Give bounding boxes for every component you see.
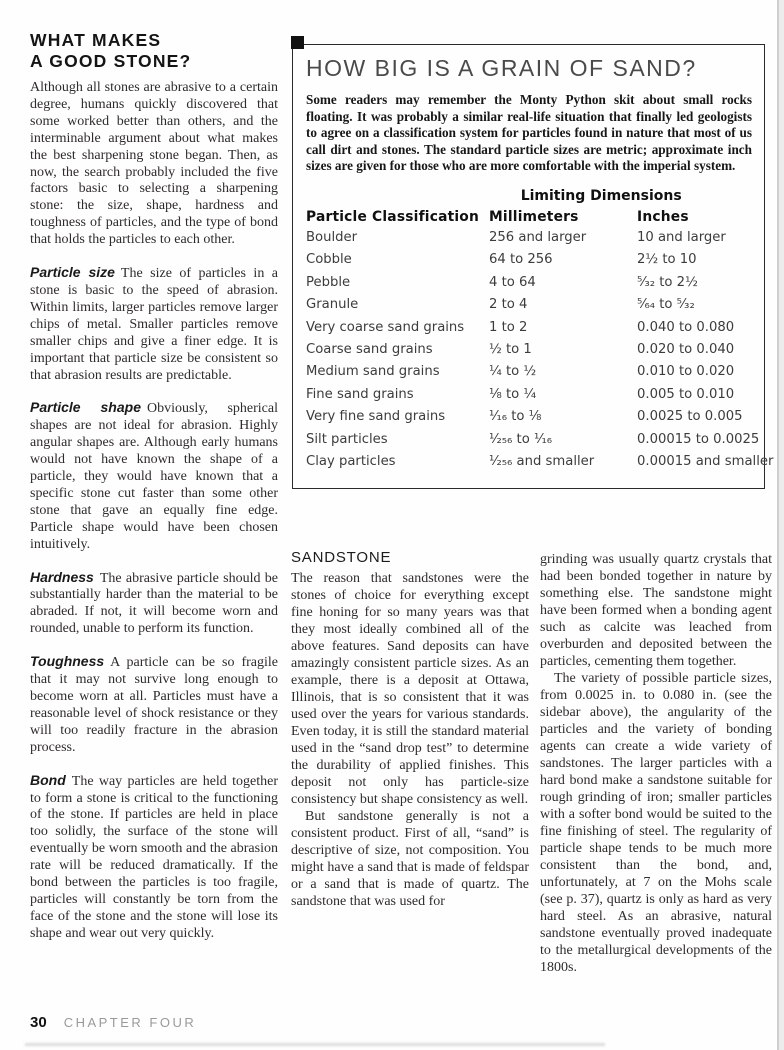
page-edge-right-strip [779, 0, 784, 1050]
page-edge-right-line [777, 0, 779, 1050]
sidebar-intro-paragraph: Some readers may remember the Monty Python skit about small rocks floating. It was probably a similar real-life situation that finally led geologists to agree on a classification system for particles found in nature that most of us call dirt and stones. The standard particle sizes are metric; approximate inch sizes are given for those who are more comfortable with the imperial system. [306, 92, 752, 174]
cell-millimeters: ¹⁄₂₅₆ and smaller [489, 454, 595, 470]
left-column [30, 30, 278, 943]
sidebar-box [292, 44, 774, 489]
sandstone-column-2 [540, 551, 772, 976]
cell-millimeters: ¹⁄₁₆ to ⅛ [489, 409, 542, 425]
entry-term: Bond [30, 771, 66, 788]
cell-inches: 0.00015 and smaller [637, 454, 774, 470]
cell-millimeters: 4 to 64 [489, 274, 536, 290]
entry-text: A particle can be so fragile that it may not survive long enough to become worn at all. Particles must have a reasonable level of shock resistance or they will too readily fracture in the abrasion process. [30, 655, 278, 755]
cell-inches: 2½ to 10 [637, 252, 697, 268]
left-intro-paragraph: Although all stones are abrasive to a certain degree, humans quickly discovered that some worked better than others, and the interminable argument about what makes the best sharpening stone began. Then, as now, the search probably included the five factors basic to selecting a sharpening stone: the size, shape, hardness and toughness of particles, and the type of bond that holds the particles to each other. [30, 80, 278, 248]
cell-millimeters: 64 to 256 [489, 252, 553, 268]
cell-classification: Silt particles [306, 431, 388, 447]
cell-millimeters: ⅛ to ¼ [489, 386, 537, 402]
page-footer [30, 1014, 196, 1032]
left-column-heading [30, 30, 278, 72]
chapter-label: CHAPTER FOUR [63, 1015, 197, 1030]
cell-inches: 0.00015 to 0.0025 [637, 431, 760, 447]
cell-millimeters: ½ to 1 [489, 342, 532, 357]
cell-classification: Very fine sand grains [306, 409, 446, 425]
entry-toughness [30, 653, 278, 756]
cell-millimeters: 2 to 4 [489, 297, 528, 313]
heading-line-1: WHAT MAKES [30, 30, 162, 50]
cell-inches: 10 and larger [637, 229, 726, 245]
entry-term: Particle size [30, 264, 115, 281]
corner-square-marker [291, 36, 304, 49]
entry-particle-shape [30, 399, 278, 553]
cell-millimeters: ¼ to ½ [489, 364, 537, 380]
entry-particle-size [30, 264, 278, 384]
entry-text: The size of particles in a stone is basic to the speed of abrasion. Within limits, larger particles remove larger chips of metal. Smaller particles remove smaller chips and give a finer edge. It is important that particle size be consistent so that abrasion results are predictable. [30, 266, 279, 383]
cell-inches: 0.010 to 0.020 [637, 364, 735, 380]
column-header-millimeters: Millimeters [489, 208, 579, 225]
cell-classification: Very coarse sand grains [306, 319, 465, 335]
cell-inches: 0.040 to 0.080 [637, 319, 735, 335]
group-header-spacer [306, 187, 489, 205]
entry-hardness [30, 569, 278, 639]
sandstone-column-1 [291, 549, 529, 910]
group-header: Limiting Dimensions [520, 187, 682, 204]
heading-line-2: A GOOD STONE? [30, 51, 192, 71]
cell-inches: 0.005 to 0.010 [637, 386, 735, 402]
cell-classification: Fine sand grains [306, 386, 414, 402]
cell-inches: 0.0025 to 0.005 [637, 409, 743, 425]
particle-size-table [306, 187, 774, 473]
cell-classification: Medium sand grains [306, 364, 440, 380]
page-edge-bottom-smudge [25, 1043, 605, 1046]
sandstone-paragraph: But sandstone generally is not a consistent product. First of all, “sand” is descriptive of size, not composition. You might have a sand that is made of feldspar or a sand that is made of quartz. The sandstone that was used for [291, 809, 529, 909]
cell-classification: Cobble [306, 252, 352, 268]
page-number: 30 [30, 1014, 47, 1031]
sandstone-heading: SANDSTONE [291, 549, 392, 566]
column-header-classification: Particle Classification [306, 208, 480, 225]
cell-millimeters: ¹⁄₂₅₆ to ¹⁄₁₆ [489, 431, 553, 447]
cell-classification: Boulder [306, 229, 358, 245]
cell-inches: ⁵⁄₆₄ to ⁵⁄₃₂ [637, 297, 695, 313]
sandstone-paragraph: The reason that sandstones were the stones of choice for everything except fine honing for so many years was that they most ideally combined all of the above features. Sand deposits can have amazingly consistent particle sizes. As an example, there is a deposit at Ottawa, Illinois, that is so consistent that it was used over the years for various standards. Even today, it is still the standard material used in the “sand drop test” to determine the durability of applied finishes. This deposit not only has particle-size consistency but shape consistency as well. [291, 571, 529, 807]
entry-term: Hardness [30, 568, 94, 585]
cell-inches: ⁵⁄₃₂ to 2½ [637, 274, 698, 290]
cell-inches: 0.020 to 0.040 [637, 342, 735, 357]
cell-millimeters: 1 to 2 [489, 319, 528, 335]
cell-classification: Pebble [306, 274, 351, 290]
entry-text: Obviously, spherical shapes are not ideal for abrasion. Highly angular shapes are. Although early humans would not have known the shape of a particle, they would have known that a specific stone cut faster than some other stone that gave an equally fine edge. Particle shape would have been chosen intuitively. [30, 401, 278, 552]
cell-classification: Clay particles [306, 454, 396, 470]
cell-classification: Coarse sand grains [306, 342, 433, 357]
sidebar-title: HOW BIG IS A GRAIN OF SAND? [306, 55, 697, 81]
entry-term: Toughness [30, 653, 105, 670]
sandstone-paragraph: The variety of possible particle sizes, from 0.0025 in. to 0.080 in. (see the sidebar above), the angularity of the particles and the variety of bonding agents can create a wide variety of sandstones. The larger particles with a hard bond make a sandstone suitable for rough grinding of iron; smaller particles with a softer bond would be suited to the fine finishing of steel. The regularity of particle shape tends to be much more consistent than the bond, and, unfortunately, at 7 on the Mohs scale (see p. 37), quartz is only as hard as very hard steel. As an abrasive, natural sandstone eventually proved inadequate to the metallurgical developments of the 1800s. [540, 671, 772, 975]
column-header-inches: Inches [637, 208, 689, 225]
entry-text: The way particles are held together to form a stone is critical to the functioning of the stone. If particles are held in place too solidly, the surface of the stone will eventually be worn smooth and the abrasion rate will be reduced dramatically. If the bond between the particles is too fragile, particles will constantly be torn from the face of the stone and the stone will lose its shape and wear out very quickly. [30, 773, 278, 941]
entry-text: The abrasive particle should be substantially harder than the material to be abraded. If not, it will become worn and rounded, unable to perform its function. [30, 570, 278, 637]
cell-classification: Granule [306, 297, 359, 313]
entry-bond [30, 772, 278, 943]
entry-term: Particle shape [30, 399, 141, 416]
cell-millimeters: 256 and larger [489, 229, 587, 245]
sandstone-paragraph: grinding was usually quartz crystals that had been bonded together in nature by something else. The sandstone might have been formed when a bonding agent such as calcite was leached from overburden and deposited between the particles, cementing them together. [540, 552, 772, 669]
